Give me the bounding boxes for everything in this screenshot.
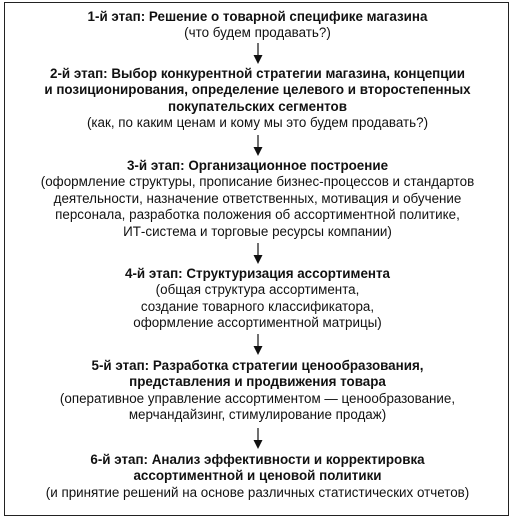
stage-6 [0, 452, 515, 501]
stage-4-description-line-3: оформление ассортиментной матрицы) [133, 315, 382, 331]
arrow-down-icon [253, 428, 263, 449]
stage-5-title-line-2: представления и продвижения товара [129, 374, 386, 390]
arrow-down-icon [253, 43, 263, 64]
arrow-down-icon [253, 243, 263, 264]
stage-2-title-line-2: и позиционирования, определение целевого и второстепенных [44, 82, 471, 98]
arrow-down-icon [253, 334, 263, 355]
stage-3-description-line-2: деятельности, назначение ответственных, мотивация и обучение [53, 190, 462, 206]
stage-6-title-line-1: 6-й этап: Анализ эффективности и корректировка [90, 452, 425, 467]
stage-6-description: (и принятие решений на основе различных статистических отчетов) [45, 484, 470, 500]
stage-1-description: (что будем продавать?) [184, 25, 331, 41]
stage-3-title: 3-й этап: Организационное построение [126, 158, 389, 173]
stage-1-title: 1-й этап: Решение о товарной специфике магазина [87, 9, 428, 24]
stage-6-title-line-2: ассортиментной и ценовой политики [133, 468, 382, 484]
stage-3-description-line-1: (оформление структуры, прописание бизнес-процессов и стандартов [40, 174, 475, 190]
stage-5 [0, 358, 515, 424]
stage-4-description-line-1: (общая структура ассортимента, [155, 282, 360, 298]
stage-4-description-line-2: создание товарного классификатора, [140, 298, 375, 314]
stage-3-description-line-3: персонала, разработка положения об ассортиментной политике, [55, 207, 460, 223]
stage-4 [0, 266, 515, 332]
stage-2 [0, 66, 515, 132]
stage-4-title: 4-й этап: Структуризация ассортимента [125, 266, 390, 281]
stage-2-title-line-1: 2-й этап: Выбор конкурентной стратегии магазина, концепции [50, 66, 465, 81]
stage-5-title-line-1: 5-й этап: Разработка стратегии ценообразования, [91, 358, 424, 373]
stage-3 [0, 158, 515, 240]
stage-3-description-line-4: ИТ-система и торговые ресурсы компании) [123, 223, 392, 239]
stage-5-description-line-1: (оперативное управление ассортиментом — ценообразование, [59, 390, 456, 406]
stage-1 [0, 9, 515, 42]
stage-2-title-line-3: покупательских сегментов [168, 98, 347, 114]
arrow-down-icon [253, 135, 263, 156]
stage-5-description-line-2: мерчандайзинг, стимулирование продаж) [128, 407, 387, 423]
stage-2-description: (как, по каким ценам и кому мы это будем продавать?) [86, 115, 429, 131]
